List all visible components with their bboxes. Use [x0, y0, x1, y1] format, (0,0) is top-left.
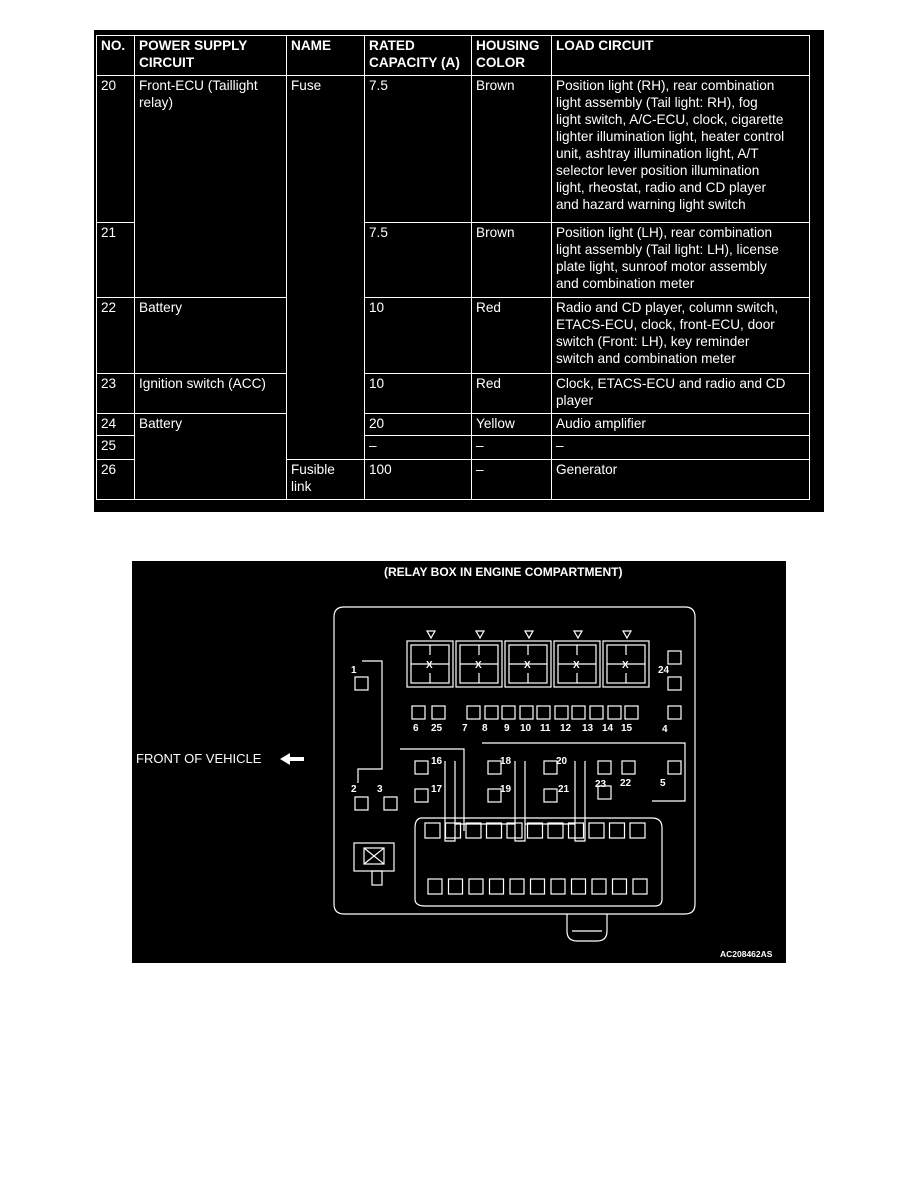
- cell-no: 20: [97, 76, 135, 223]
- cell-color: Yellow: [472, 414, 552, 436]
- cell-no: 26: [97, 460, 135, 500]
- slot-label: 7: [462, 723, 468, 734]
- fuse-slot: [572, 706, 585, 719]
- fuse-slot: [355, 677, 368, 690]
- fusible-link-cells: [425, 823, 647, 894]
- relay-mark: X: [475, 660, 482, 671]
- link-cell: [592, 879, 606, 894]
- slot-label: 17: [431, 784, 443, 795]
- link-cell: [425, 823, 440, 838]
- link-cell: [510, 879, 524, 894]
- cell-color: Red: [472, 298, 552, 374]
- table-row: [97, 76, 810, 223]
- table-row: [97, 298, 810, 374]
- link-cell: [630, 823, 645, 838]
- link-cell: [487, 823, 502, 838]
- slot-label: 13: [582, 723, 594, 734]
- header-rated-capacity: RATED CAPACITY (A): [365, 36, 472, 76]
- front-of-vehicle-label: FRONT OF VEHICLE: [136, 751, 262, 766]
- relay-marker-icon: [574, 631, 582, 638]
- cell-load: Generator: [552, 460, 810, 500]
- cell-color: –: [472, 460, 552, 500]
- cell-name: Fusible link: [287, 460, 365, 500]
- slot-label: 8: [482, 723, 488, 734]
- relay-mark: X: [622, 660, 629, 671]
- table-row: [97, 414, 810, 436]
- cell-load: Clock, ETACS-ECU and radio and CD player: [552, 374, 810, 414]
- slot-label: 22: [620, 778, 632, 789]
- ground-connector: [354, 843, 394, 871]
- fuse-slot: [668, 761, 681, 774]
- relay-box-housing: [334, 607, 695, 914]
- slot-label: 25: [431, 723, 443, 734]
- fuse-slot: [622, 761, 635, 774]
- front-arrow-icon: [280, 753, 304, 765]
- slot-label: 19: [500, 784, 512, 795]
- cell-load: Audio amplifier: [552, 414, 810, 436]
- wire-trace-left: [358, 661, 382, 783]
- fuse-slot-labels: [351, 665, 670, 795]
- fuse-slot: [555, 706, 568, 719]
- link-cell: [610, 823, 625, 838]
- link-cell: [449, 879, 463, 894]
- cell-capacity: 7.5: [365, 76, 472, 223]
- cell-capacity: 100: [365, 460, 472, 500]
- link-cell: [528, 823, 543, 838]
- fuse-slot: [598, 761, 611, 774]
- slot-label: 24: [658, 665, 670, 676]
- figure-code: AC208462AS: [720, 949, 773, 959]
- slot-label: 9: [504, 723, 510, 734]
- link-cell: [572, 879, 586, 894]
- relay-marker-icon: [427, 631, 435, 638]
- fuse-slot: [608, 706, 621, 719]
- diagram-title: (RELAY BOX IN ENGINE COMPARTMENT): [384, 565, 623, 579]
- link-cell: [531, 879, 545, 894]
- fuse-slot: [668, 677, 681, 690]
- ground-connector-pin: [372, 871, 382, 885]
- table-row: [97, 374, 810, 414]
- fuse-slot: [590, 706, 603, 719]
- fuse-slot: [384, 797, 397, 810]
- relay-marker-icon: [476, 631, 484, 638]
- link-cell: [469, 879, 483, 894]
- relay-mark: X: [524, 660, 531, 671]
- cell-name: Fuse: [287, 76, 365, 460]
- fuse-slot: [467, 706, 480, 719]
- fuse-slot: [668, 706, 681, 719]
- cell-supply: Ignition switch (ACC): [135, 374, 287, 414]
- relay-marker-icon: [623, 631, 631, 638]
- slot-label: 6: [413, 723, 419, 734]
- relay-group: [407, 631, 649, 687]
- strap-1: [445, 761, 455, 841]
- link-cell: [446, 823, 461, 838]
- header-housing-color: HOUSING COLOR: [472, 36, 552, 76]
- link-cell: [613, 879, 627, 894]
- wire-trace-right: [482, 743, 685, 801]
- header-no: NO.: [97, 36, 135, 76]
- relay-mark: X: [573, 660, 580, 671]
- cell-color: Brown: [472, 76, 552, 223]
- cell-capacity: 7.5: [365, 223, 472, 298]
- slot-label: 10: [520, 723, 532, 734]
- link-cell: [569, 823, 584, 838]
- cell-load: –: [552, 436, 810, 460]
- cell-no: 25: [97, 436, 135, 460]
- header-name: NAME: [287, 36, 365, 76]
- slot-label: 4: [662, 724, 668, 735]
- cell-supply: Battery: [135, 414, 287, 500]
- slot-label: 14: [602, 723, 614, 734]
- slot-label: 5: [660, 778, 666, 789]
- fuse-slot: [502, 706, 515, 719]
- slot-label: 21: [558, 784, 570, 795]
- cell-load: Radio and CD player, column switch, ETACS-ECU, clock, front-ECU, door switch (Front: LH), key reminder switch and combination meter: [552, 298, 810, 374]
- cell-capacity: 10: [365, 298, 472, 374]
- fuse-slot: [415, 789, 428, 802]
- fuse-slot: [625, 706, 638, 719]
- link-cell: [551, 879, 565, 894]
- link-cell: [589, 823, 604, 838]
- fuse-slot: [432, 706, 445, 719]
- cell-color: –: [472, 436, 552, 460]
- ground-connector-x-icon: [364, 848, 384, 864]
- slot-label: 15: [621, 723, 633, 734]
- cell-color: Red: [472, 374, 552, 414]
- fuse-table-panel: [94, 30, 824, 512]
- cell-no: 22: [97, 298, 135, 374]
- slot-label: 23: [595, 779, 607, 790]
- fuse-slot: [485, 706, 498, 719]
- fuse-table: [96, 35, 810, 500]
- relay-mark: X: [426, 660, 433, 671]
- fuse-slot: [415, 761, 428, 774]
- header-power-supply: POWER SUPPLY CIRCUIT: [135, 36, 287, 76]
- cell-load: Position light (RH), rear combination light assembly (Tail light: RH), fog light switch, A/C-ECU, clock, cigarette lighter illumination light, heater control unit, ashtray illumination light, A/T selector lever position illumination light, rheostat, radio and CD player and hazard warning light switch: [552, 76, 810, 223]
- slot-label: 20: [556, 756, 568, 767]
- slot-label: 18: [500, 756, 512, 767]
- fuse-slot: [544, 789, 557, 802]
- slot-label: 11: [540, 723, 551, 734]
- link-cell: [490, 879, 504, 894]
- cell-supply: Front-ECU (Taillight relay): [135, 76, 287, 298]
- slot-label: 3: [377, 784, 383, 795]
- relay-box-diagram: [132, 561, 786, 963]
- cell-color: Brown: [472, 223, 552, 298]
- slot-label: 1: [351, 665, 357, 676]
- link-cell: [548, 823, 563, 838]
- fuse-slot: [355, 797, 368, 810]
- cell-no: 23: [97, 374, 135, 414]
- relay-box-diagram-panel: [132, 561, 786, 963]
- relay-marker-icon: [525, 631, 533, 638]
- fuse-slot: [412, 706, 425, 719]
- slot-label: 12: [560, 723, 572, 734]
- table-header-row: [97, 36, 810, 76]
- fuse-slot: [537, 706, 550, 719]
- link-cell: [466, 823, 481, 838]
- strap-2: [515, 761, 525, 841]
- fuse-slot: [520, 706, 533, 719]
- link-cell: [633, 879, 647, 894]
- header-load-circuit: LOAD CIRCUIT: [552, 36, 810, 76]
- cell-no: 21: [97, 223, 135, 298]
- cell-capacity: 20: [365, 414, 472, 436]
- slot-label: 16: [431, 756, 443, 767]
- cell-load: Position light (LH), rear combination light assembly (Tail light: LH), license plate light, sunroof motor assembly and combination meter: [552, 223, 810, 298]
- link-cell: [428, 879, 442, 894]
- slot-label: 2: [351, 784, 357, 795]
- housing-tab: [567, 914, 607, 941]
- cell-capacity: –: [365, 436, 472, 460]
- cell-no: 24: [97, 414, 135, 436]
- cell-supply: Battery: [135, 298, 287, 374]
- fuse-slot: [668, 651, 681, 664]
- cell-capacity: 10: [365, 374, 472, 414]
